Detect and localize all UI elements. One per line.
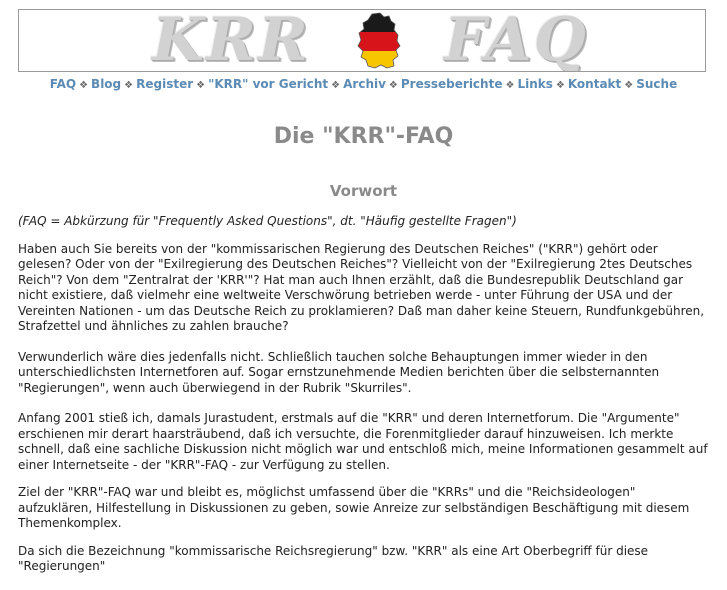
nav-separator-icon: ❖ bbox=[624, 80, 634, 91]
nav-link-blog[interactable]: Blog bbox=[91, 77, 122, 91]
nav-separator-icon: ❖ bbox=[505, 80, 515, 91]
germany-flag-map-icon bbox=[354, 12, 404, 70]
nav-separator-icon: ❖ bbox=[555, 80, 565, 91]
main-navigation bbox=[0, 75, 727, 95]
site-banner bbox=[18, 9, 706, 72]
nav-separator-icon: ❖ bbox=[79, 80, 89, 91]
nav-link-presseberichte[interactable]: Presseberichte bbox=[400, 77, 503, 91]
paragraph-internet-claims: Verwunderlich wäre dies jedenfalls nicht. Schließlich tauchen solche Behauptungen immer wieder in den unterschiedlichsten Internetforen auf. Sogar ernstzunehmende Medien berichten über die selbsternannten "Regierungen", wenn auch überwiegend in der Rubrik "Skurriles". bbox=[18, 349, 660, 395]
nav-link-krr-vor-gericht[interactable]: "KRR" vor Gericht bbox=[208, 77, 329, 91]
nav-separator-icon: ❖ bbox=[196, 80, 206, 91]
paragraph-origin: Anfang 2001 stieß ich, damals Jurastudent, erstmals auf die "KRR" und deren Internetforum. Die "Argumente" erschienen mir derart haarsträubend, daß ich versuchte, die Forenmitglieder darauf hinzuweisen. Ich merkte schnell, daß eine sachliche Diskussion nicht möglich war und entschloß mich, meine Informationen gesammelt auf einer Internetseite - der "KRR"-FAQ - zur Verfügung zu stellen. bbox=[18, 411, 708, 472]
nav-separator-icon: ❖ bbox=[331, 80, 341, 91]
banner-title-faq: FAQ bbox=[444, 9, 588, 72]
nav-link-archiv[interactable]: Archiv bbox=[343, 77, 386, 91]
paragraph-terminology: Da sich die Bezeichnung "kommissarische Reichsregierung" bzw. "KRR" als eine Art Oberbegriff für diese "Regierungen" bbox=[18, 543, 649, 573]
nav-link-register[interactable]: Register bbox=[136, 77, 194, 91]
banner-title-krr: KRR bbox=[152, 9, 310, 72]
page-title: Die "KRR"-FAQ bbox=[273, 124, 454, 149]
nav-link-faq[interactable]: FAQ bbox=[49, 77, 77, 91]
faq-abbreviation-note: (FAQ = Abkürzung für "Frequently Asked Questions", dt. "Häufig gestellte Fragen") bbox=[18, 214, 517, 228]
nav-link-links[interactable]: Links bbox=[517, 77, 553, 91]
paragraph-intro: Haben auch Sie bereits von der "kommissarischen Regierung des Deutschen Reiches" ("KRR") gehört oder gelesen? Oder von der "Exilregierung des Deutschen Reiches"? Vielleicht von der "Exilregierung 2tes Deutsches Reich"? Von dem "Zentralrat der 'KRR'"? Hat man auch Ihnen erzählt, daß die Bundesrepublik Deutschland gar nicht existiere, daß vielmehr eine weltweite Verschwörung betrieben werde - unter Führung der USA und der Vereinten Nationen - um das Deutsche Reich zu proklamieren? Daß man daher keine Steuern, Rundfunkgebühren, Strafzettel und ähnliches zu zahlen brauche? bbox=[18, 241, 705, 333]
main-content bbox=[18, 214, 710, 590]
nav-link-suche[interactable]: Suche bbox=[636, 77, 678, 91]
nav-link-kontakt[interactable]: Kontakt bbox=[567, 77, 622, 91]
nav-separator-icon: ❖ bbox=[388, 80, 398, 91]
section-title-vorwort: Vorwort bbox=[329, 182, 398, 200]
paragraph-goal: Ziel der "KRR"-FAQ war und bleibt es, möglichst umfassend über die "KRRs" und die "Reichsideologen" aufzuklären, Hilfestellung in Diskussionen zu geben, sowie Anreize zur selbständigen Beschäftigung mit diesem Themenkomplex. bbox=[18, 485, 690, 530]
nav-separator-icon: ❖ bbox=[124, 80, 134, 91]
